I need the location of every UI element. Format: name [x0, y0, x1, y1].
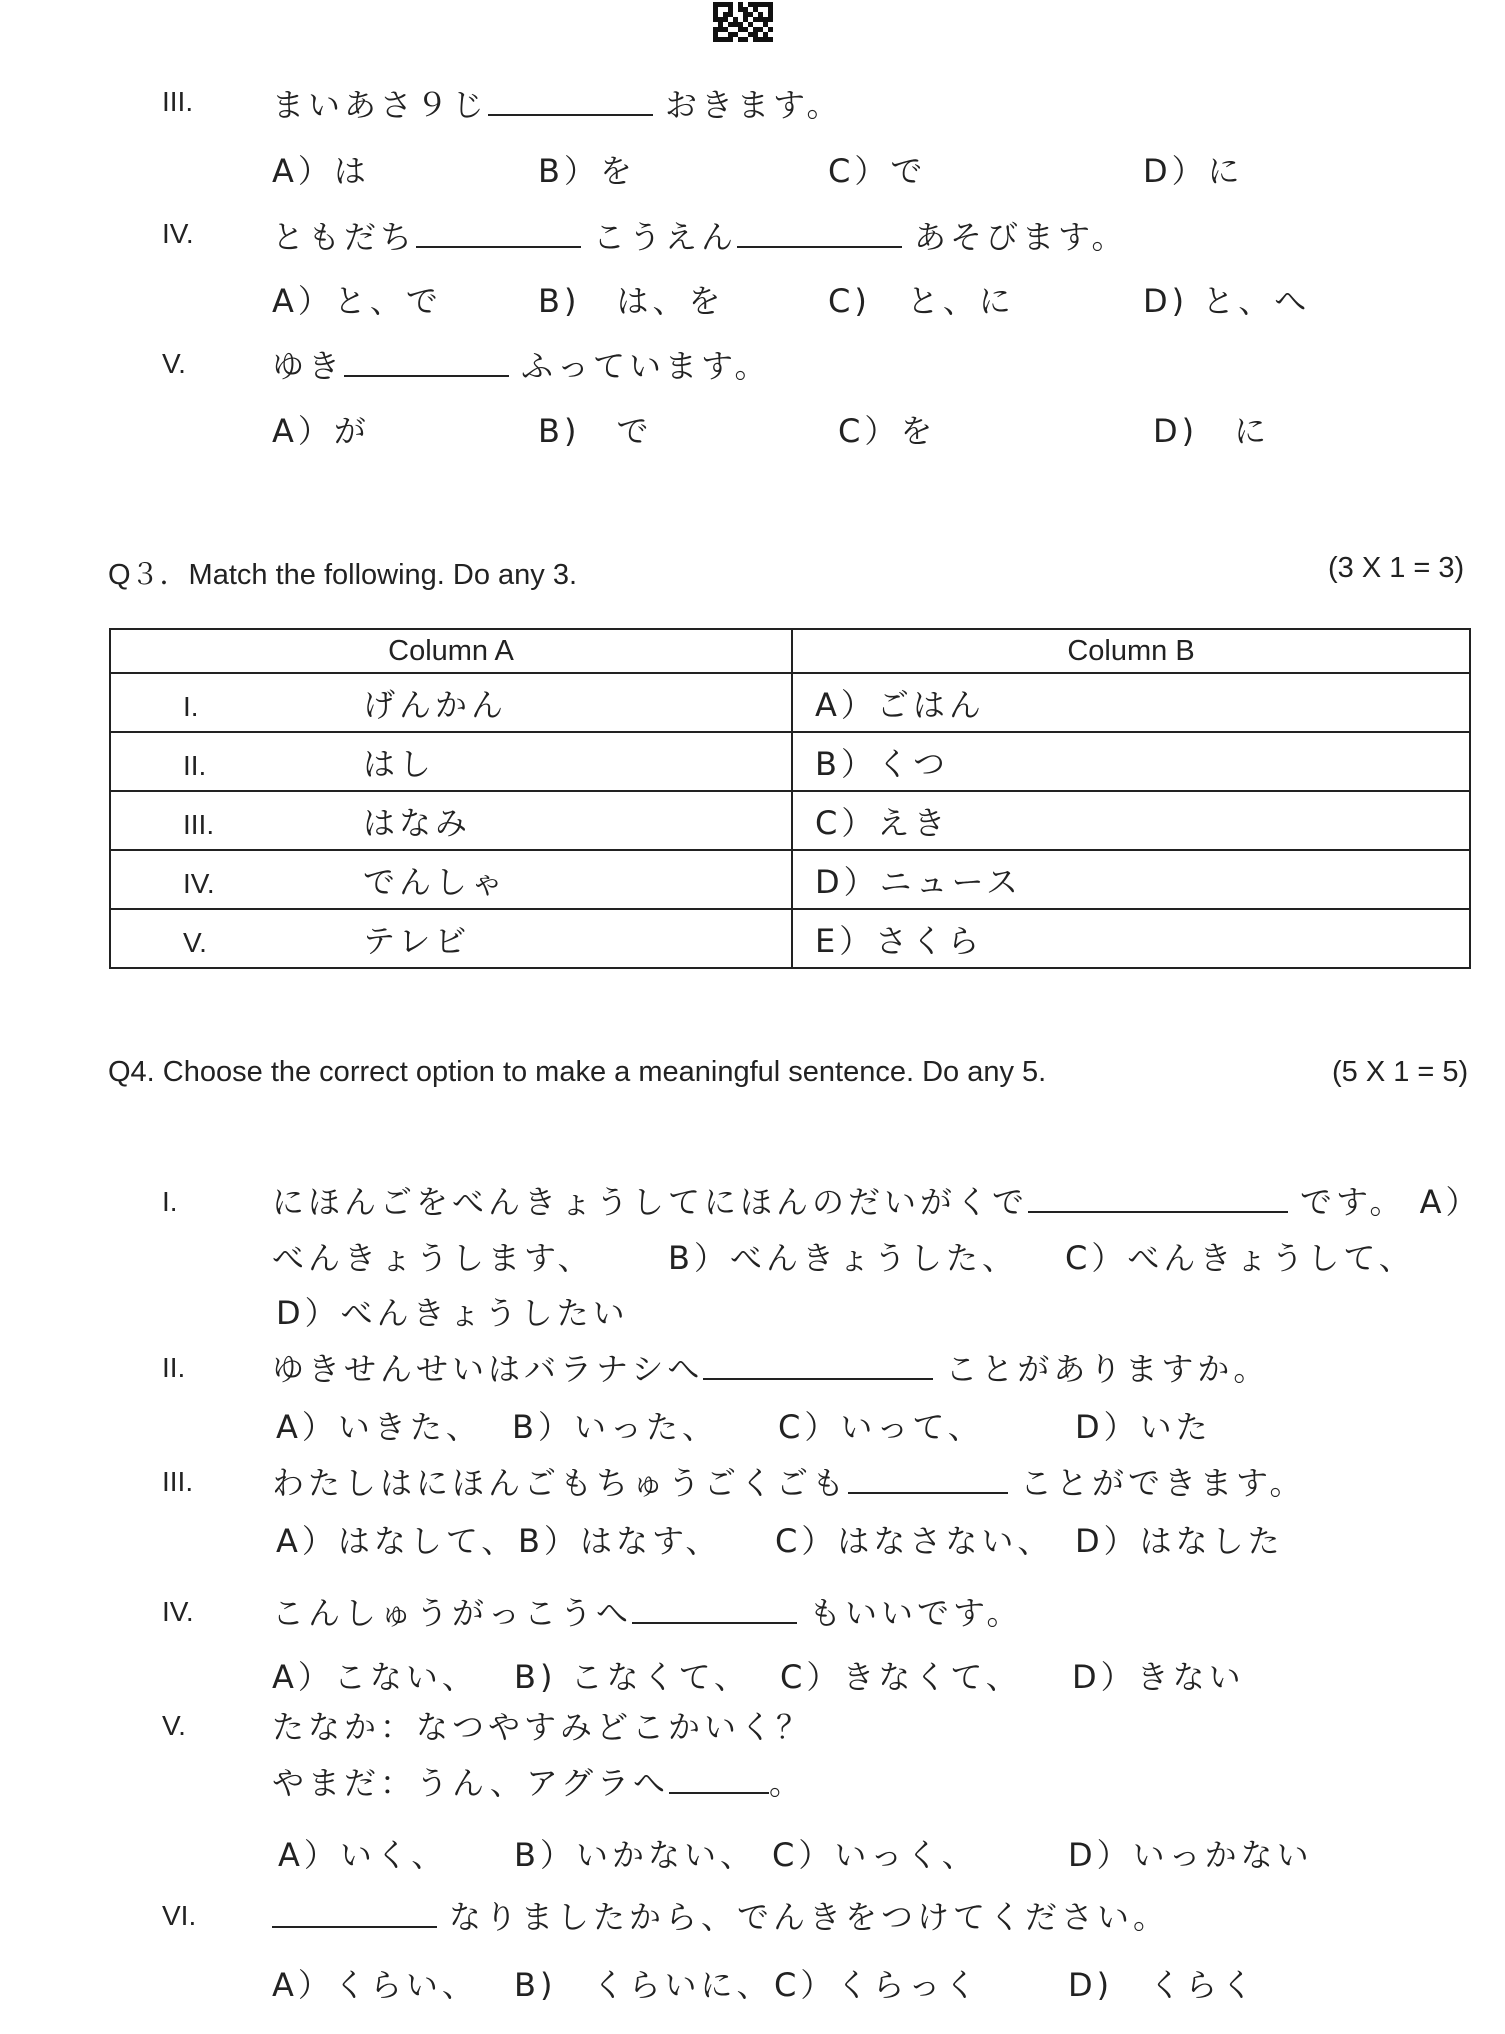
- question-text: ゆきせんせいはバラナシへ ことがありますか。: [272, 1350, 1270, 1388]
- option-b: B）はなす、: [518, 1522, 722, 1560]
- option-c: C）を: [838, 412, 937, 450]
- table-row: [110, 673, 1470, 732]
- question-text-2: やまだ：うん、アグラへ 。: [272, 1764, 805, 1802]
- option-b: B) で: [538, 412, 653, 450]
- row-number: I.: [183, 690, 199, 722]
- question-number: III.: [162, 86, 194, 117]
- question-number: IV.: [162, 1596, 194, 1627]
- q4-marks: (5 X 1 = 5): [1332, 1056, 1469, 1088]
- match-table: [109, 628, 1471, 969]
- q3-marks: (3 X 1 = 3): [1328, 552, 1465, 584]
- answer-blank: [272, 1896, 437, 1928]
- option-c: C）はなさない、: [775, 1522, 1054, 1560]
- option-d: D) くらく: [1068, 1966, 1258, 2004]
- column-a-cell: でんしゃ: [363, 862, 508, 901]
- option-d: D）はなした: [1075, 1522, 1284, 1560]
- column-b-cell: B）くつ: [815, 744, 949, 783]
- option-c: C）きなくて、: [780, 1658, 1022, 1696]
- column-b-cell: D）ニュース: [815, 862, 1023, 901]
- question-number: VI.: [162, 1900, 197, 1931]
- answer-blank: [1028, 1181, 1288, 1213]
- answer-blank: [632, 1592, 797, 1624]
- table-row: [110, 850, 1470, 909]
- option-d: D) に: [1153, 412, 1271, 450]
- column-a-cell: はし: [363, 744, 436, 783]
- question-number: III.: [162, 1466, 194, 1497]
- answer-blank: [848, 1462, 1008, 1494]
- question-number: II.: [162, 1352, 186, 1383]
- option-a: べんきょうします、: [272, 1239, 594, 1277]
- row-number: II.: [183, 749, 207, 781]
- table-row: [110, 791, 1470, 850]
- option-c: C）で: [828, 152, 927, 190]
- answer-blank: [703, 1348, 933, 1380]
- option-b: B) は、を: [538, 282, 725, 320]
- question-text: たなか：なつやすみどこかいく？: [272, 1708, 813, 1746]
- question-text: こんしゅうがっこうへ もいいです。: [272, 1594, 1023, 1632]
- option-d: D）いっかない: [1068, 1836, 1313, 1874]
- row-number: III.: [183, 808, 215, 840]
- answer-blank: [344, 345, 509, 377]
- question-text: まいあさ９じ おきます。: [272, 86, 843, 124]
- column-b-cell: E）さくら: [815, 921, 984, 960]
- option-c: C）いっく、: [772, 1836, 978, 1874]
- q4-title: Q4. Choose the correct option to make a meaningful sentence. Do any 5.: [108, 1056, 1047, 1088]
- option-c: C）くらっく: [774, 1966, 981, 2004]
- column-b-cell: A）ごはん: [815, 685, 985, 724]
- column-a-cell: はなみ: [363, 803, 472, 842]
- option-a: A）が: [272, 412, 370, 450]
- option-a: A）はなして、: [276, 1522, 518, 1560]
- option-d: D）べんきょうしたい: [276, 1294, 629, 1332]
- column-b-cell: C）えき: [815, 803, 950, 842]
- question-number: V.: [162, 348, 186, 379]
- option-b: B) こなくて、: [514, 1658, 750, 1696]
- option-a: A）と、で: [272, 282, 442, 320]
- option-d: D）きない: [1072, 1658, 1245, 1696]
- column-a-header: Column A: [110, 629, 792, 673]
- option-d: D) と、へ: [1143, 282, 1311, 320]
- question-text: にほんごをべんきょうしてにほんのだいがくで です。 A）: [272, 1183, 1482, 1221]
- question-text: ともだち こうえん あそびます。: [272, 218, 1128, 256]
- option-a: A）いきた、: [276, 1408, 482, 1446]
- answer-blank: [737, 216, 902, 248]
- question-text: なりましたから、でんきをつけてください。: [272, 1892, 1169, 1938]
- question-text: わたしはにほんごもちゅうごくごも ことができます。: [272, 1464, 1306, 1502]
- option-a: A）は: [272, 152, 370, 190]
- question-number: IV.: [162, 218, 194, 249]
- column-a-cell: テレビ: [363, 921, 471, 960]
- row-number: V.: [183, 926, 207, 958]
- option-b: B）いった、: [512, 1408, 718, 1446]
- question-number: I.: [162, 1186, 178, 1217]
- option-b: B) くらいに、: [514, 1966, 773, 2004]
- q3-title: Q３．Match the following. Do any 3.: [108, 559, 578, 591]
- answer-blank: [416, 216, 581, 248]
- option-b: B）を: [538, 152, 636, 190]
- question-text: ゆき ふっています。: [272, 347, 771, 385]
- option-d: D）いた: [1075, 1408, 1212, 1446]
- option-a: A）いく、: [278, 1836, 448, 1874]
- column-b-header: Column B: [792, 629, 1470, 673]
- row-number: IV.: [183, 867, 215, 899]
- option-c: C) と、に: [828, 282, 1015, 320]
- option-a: A）こない、: [272, 1658, 478, 1696]
- qr-code-icon: [713, 2, 773, 42]
- option-c: C）べんきょうして、: [1065, 1239, 1415, 1277]
- question-number: V.: [162, 1710, 186, 1741]
- option-b: B）いかない、: [514, 1836, 756, 1874]
- option-d: D）に: [1143, 152, 1244, 190]
- column-a-cell: げんかん: [363, 685, 508, 724]
- option-a: A）くらい、: [272, 1966, 478, 2004]
- table-row: [110, 732, 1470, 791]
- option-c: C）いって、: [778, 1408, 984, 1446]
- option-b: B）べんきょうした、: [668, 1239, 1018, 1277]
- table-row: [110, 909, 1470, 968]
- answer-blank: [488, 84, 653, 116]
- answer-blank: [669, 1762, 769, 1794]
